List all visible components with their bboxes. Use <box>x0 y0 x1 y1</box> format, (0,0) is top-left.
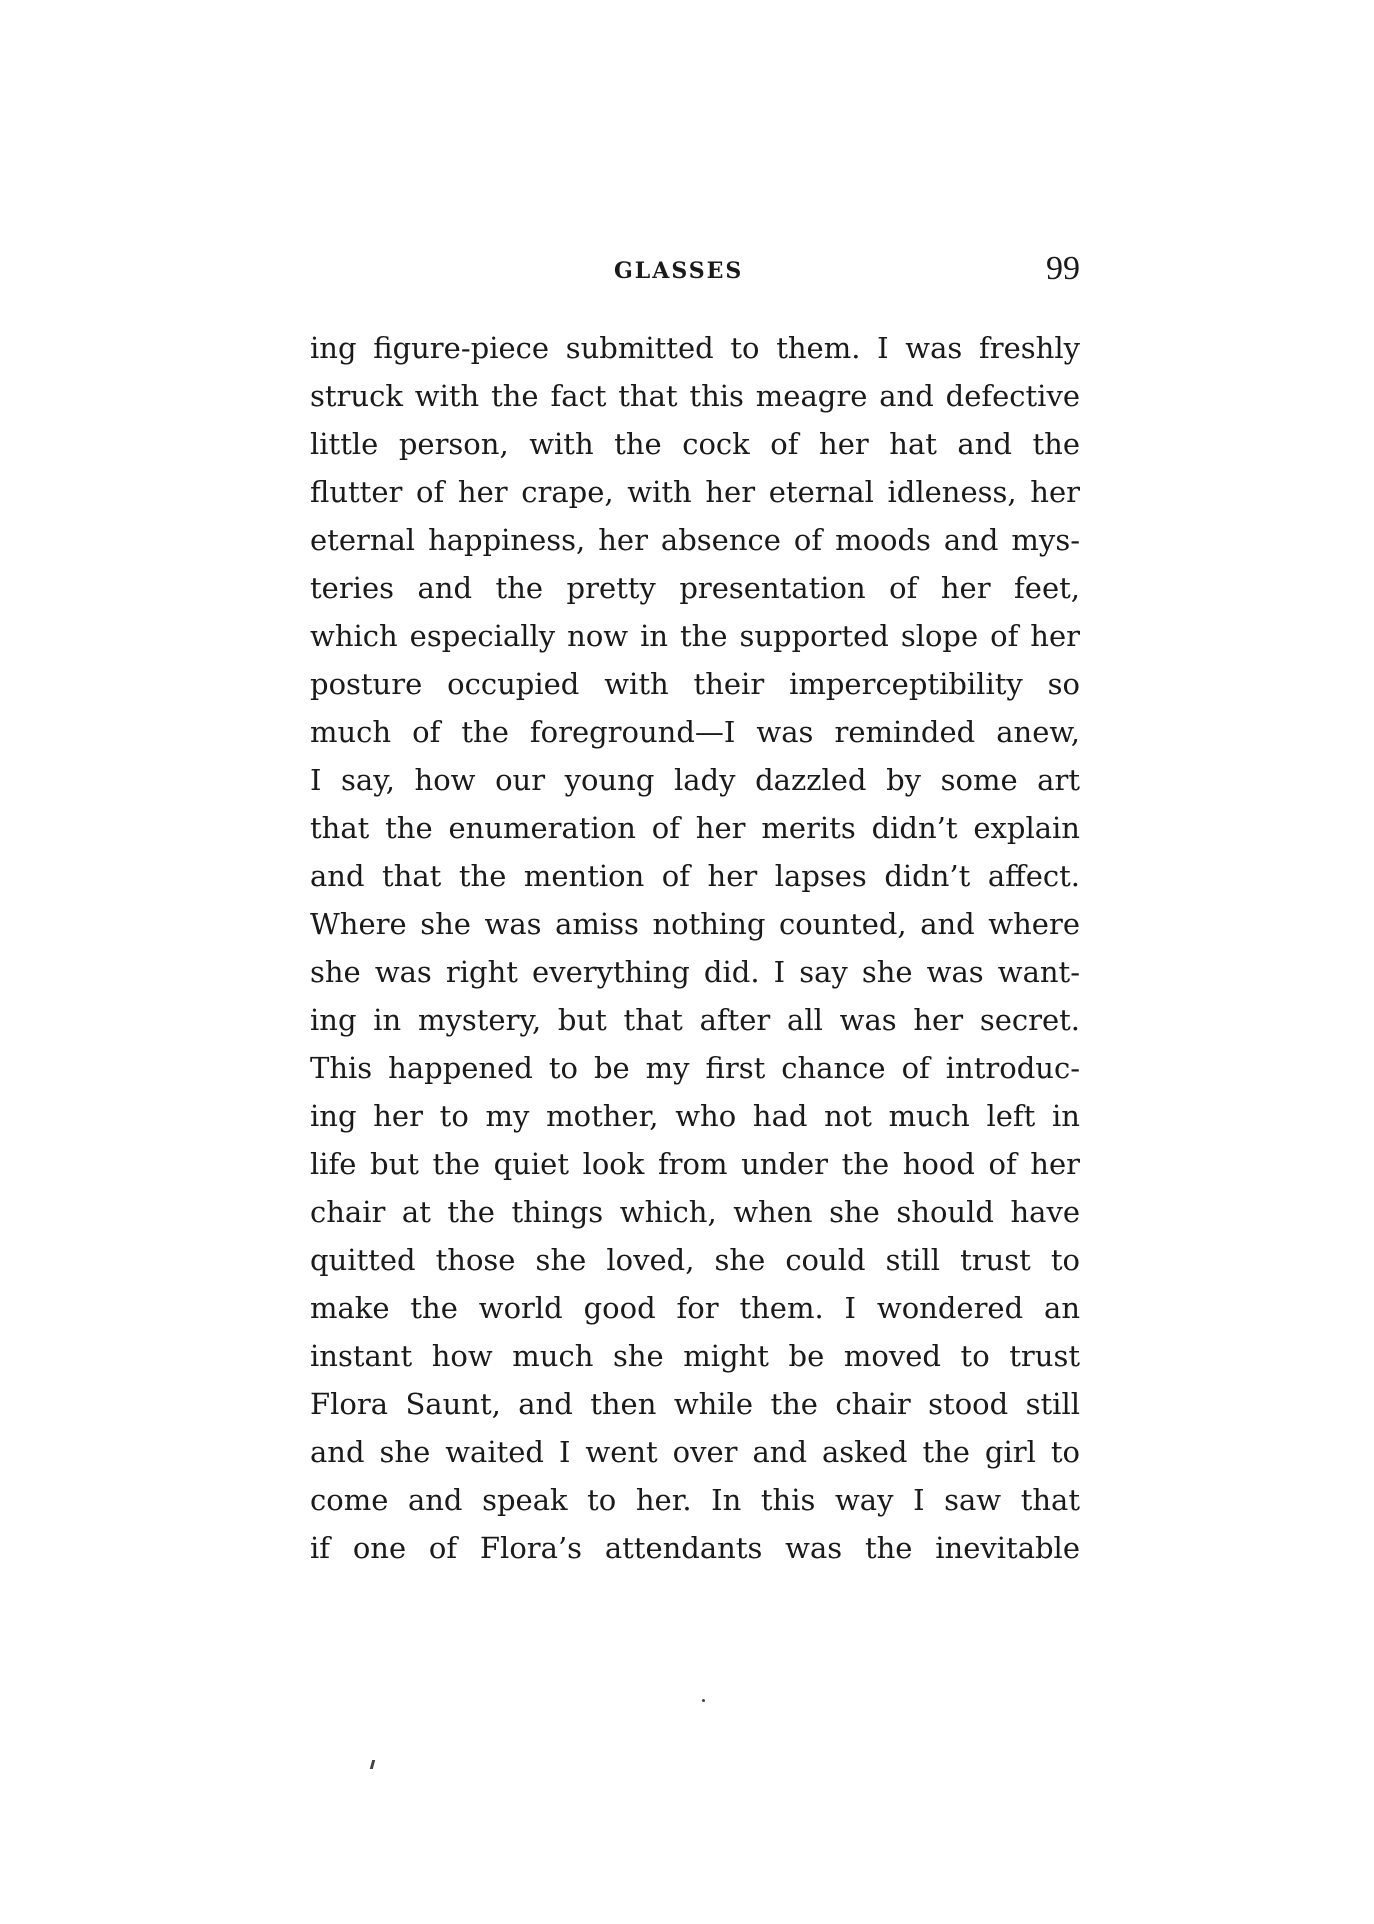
text-line: struck with the fact that this meagre and defective <box>310 379 1080 413</box>
text-line: come and speak to her. In this way I saw that <box>310 1483 1080 1517</box>
text-line: if one of Flora’s attendants was the inevitable <box>310 1531 1080 1565</box>
text-line: she was right everything did. I say she was want- <box>310 955 1080 989</box>
text-line: little person, with the cock of her hat and the <box>310 427 1080 461</box>
ink-speck <box>702 1699 705 1702</box>
running-head <box>310 252 1080 292</box>
text-line: posture occupied with their imperceptibility so <box>310 667 1080 701</box>
text-line: quitted those she loved, she could still trust to <box>310 1243 1080 1277</box>
text-line: ing figure-piece submitted to them. I was freshly <box>310 331 1080 365</box>
text-line: Where she was amiss nothing counted, and where <box>310 907 1080 941</box>
page-number: 99 <box>1046 250 1080 287</box>
text-line: Flora Saunt, and then while the chair stood still <box>310 1387 1080 1421</box>
text-line: and she waited I went over and asked the girl to <box>310 1435 1080 1469</box>
text-line: that the enumeration of her merits didn’t explain <box>310 811 1080 845</box>
ink-mark <box>370 1760 375 1769</box>
text-line: chair at the things which, when she should have <box>310 1195 1080 1229</box>
text-line: and that the mention of her lapses didn’t affect. <box>310 859 1080 893</box>
text-line: much of the foreground—I was reminded anew, <box>310 715 1080 749</box>
text-line: instant how much she might be moved to trust <box>310 1339 1080 1373</box>
text-line: ing her to my mother, who had not much left in <box>310 1099 1080 1133</box>
text-line: I say, how our young lady dazzled by some art <box>310 763 1080 797</box>
text-line: eternal happiness, her absence of moods and mys- <box>310 523 1080 557</box>
text-line: teries and the pretty presentation of her feet, <box>310 571 1080 605</box>
text-line: which especially now in the supported slope of her <box>310 619 1080 653</box>
text-line: ing in mystery, but that after all was her secret. <box>310 1003 1080 1037</box>
text-line: This happened to be my first chance of introduc- <box>310 1051 1080 1085</box>
body-text <box>310 324 1080 1572</box>
text-line: life but the quiet look from under the hood of her <box>310 1147 1080 1181</box>
text-line: flutter of her crape, with her eternal idleness, her <box>310 475 1080 509</box>
running-head-title: GLASSES <box>614 258 744 284</box>
text-line: make the world good for them. I wondered an <box>310 1291 1080 1325</box>
